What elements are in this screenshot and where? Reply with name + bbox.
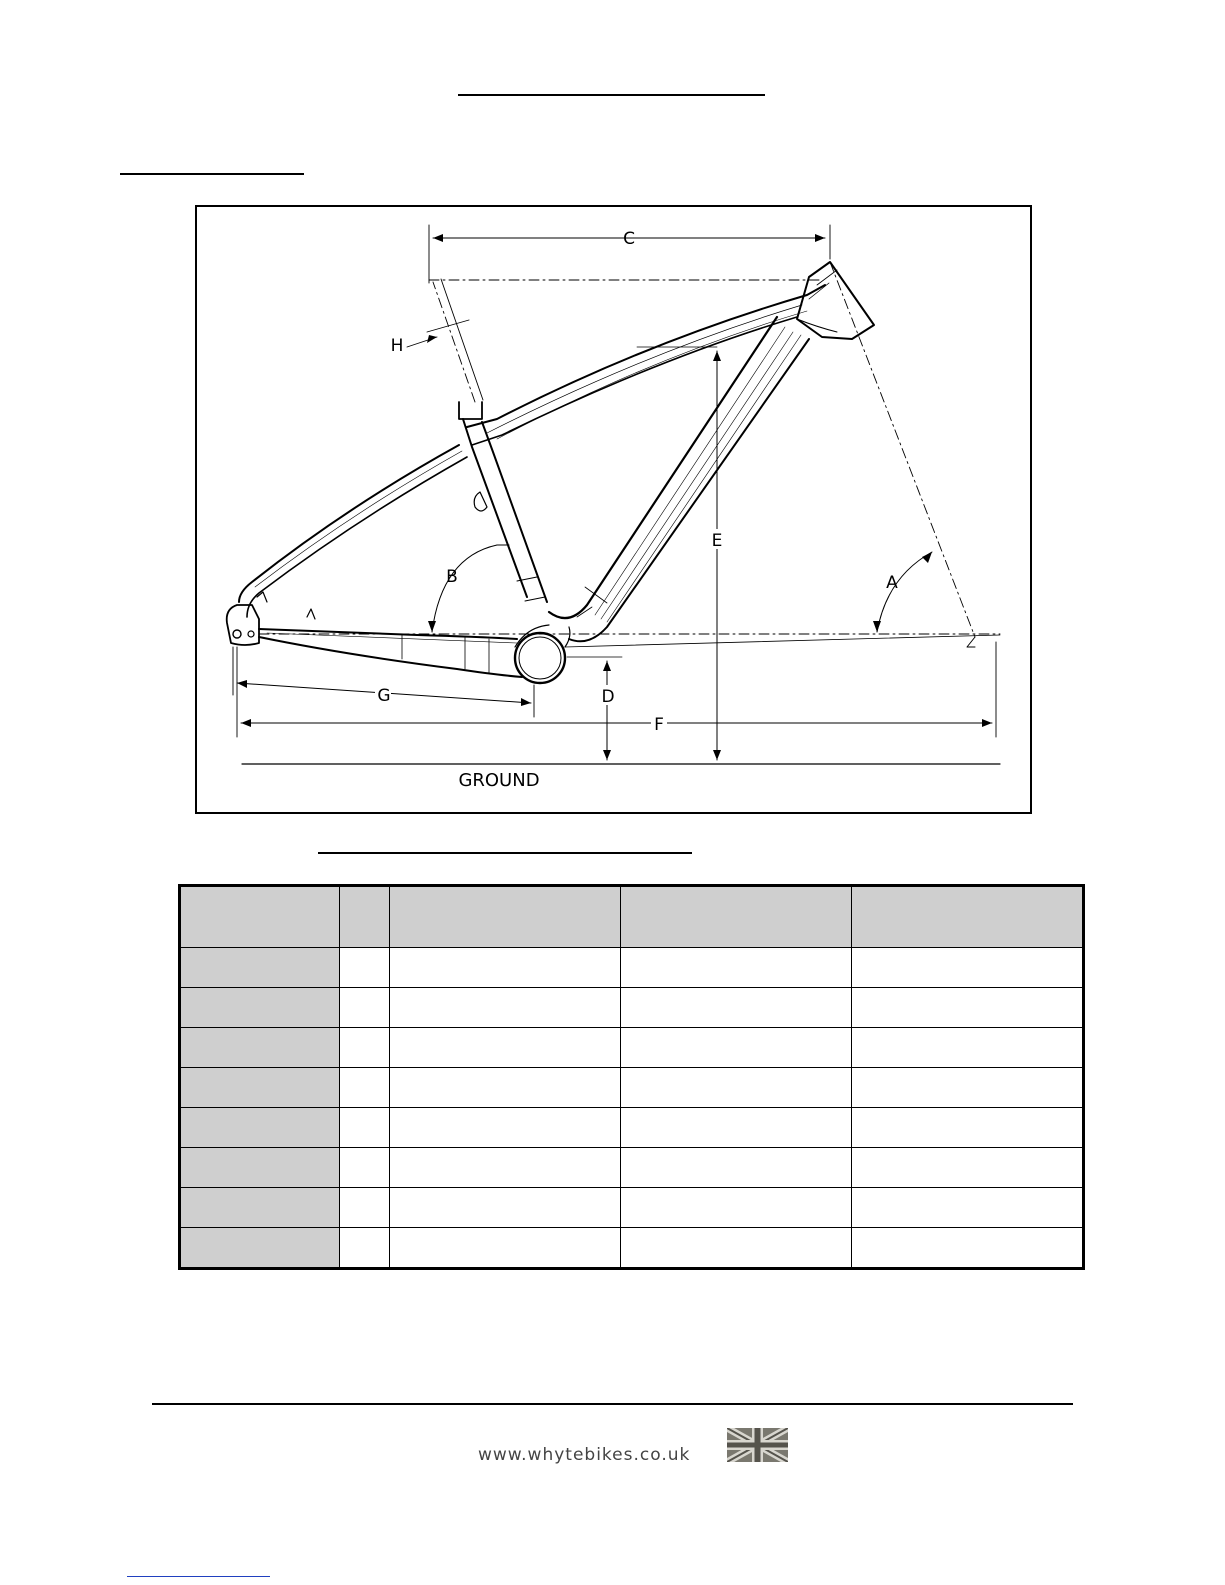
down-tube xyxy=(549,317,777,618)
section-heading-underline xyxy=(120,173,304,175)
frame-geometry-diagram xyxy=(195,205,1032,814)
table-row xyxy=(180,1228,1084,1269)
row-label-cell xyxy=(180,1108,340,1148)
table-cell xyxy=(340,1188,390,1228)
table-cell xyxy=(621,1228,852,1269)
table-cell xyxy=(390,1228,621,1269)
footer-divider xyxy=(152,1403,1073,1405)
table-cell xyxy=(852,948,1084,988)
seat-tube-axis xyxy=(433,282,475,402)
row-label-cell xyxy=(180,1148,340,1188)
top-tube xyxy=(467,285,825,427)
table-row xyxy=(180,1148,1084,1188)
table-row xyxy=(180,1108,1084,1148)
header-cell xyxy=(340,886,390,948)
table-cell xyxy=(621,1068,852,1108)
table-cell xyxy=(852,1228,1084,1269)
bottom-bracket xyxy=(515,633,565,683)
row-label-cell xyxy=(180,1228,340,1269)
page-title-underline xyxy=(458,94,765,96)
table-row xyxy=(180,948,1084,988)
table-cell xyxy=(621,948,852,988)
table-cell xyxy=(390,988,621,1028)
table-row xyxy=(180,1028,1084,1068)
table-cell xyxy=(852,1148,1084,1188)
table-cell xyxy=(340,1028,390,1068)
header-cell xyxy=(390,886,621,948)
footer-website[interactable]: www.whytebikes.co.uk xyxy=(478,1445,691,1465)
row-label-cell xyxy=(180,948,340,988)
head-tube xyxy=(797,262,874,339)
seat-stay xyxy=(239,445,459,602)
bottom-link-underline[interactable] xyxy=(127,1576,270,1577)
table-cell xyxy=(621,1108,852,1148)
row-label-cell xyxy=(180,1028,340,1068)
row-label-cell xyxy=(180,988,340,1028)
table-cell xyxy=(390,1188,621,1228)
table-cell xyxy=(340,1068,390,1108)
table-row xyxy=(180,988,1084,1028)
table-cell xyxy=(390,948,621,988)
dimension-d-label: D xyxy=(601,687,615,707)
table-cell xyxy=(340,1228,390,1269)
table-cell xyxy=(340,1148,390,1188)
table-cell xyxy=(621,988,852,1028)
seat-tube xyxy=(459,402,482,419)
dimension-c-label: C xyxy=(623,229,635,249)
table-cell xyxy=(852,1188,1084,1228)
table-cell xyxy=(390,1068,621,1108)
steering-axis xyxy=(830,262,975,637)
table-header-row xyxy=(180,886,1084,948)
row-label-cell xyxy=(180,1068,340,1108)
table-cell xyxy=(852,988,1084,1028)
dimension-h-label: H xyxy=(390,336,404,356)
union-jack-flag-icon xyxy=(727,1428,788,1462)
table-cell xyxy=(852,1108,1084,1148)
header-cell xyxy=(621,886,852,948)
table-cell xyxy=(390,1108,621,1148)
frame-drawing xyxy=(197,207,1030,812)
header-cell xyxy=(852,886,1084,948)
table-cell xyxy=(340,988,390,1028)
table-cell xyxy=(390,1148,621,1188)
table-cell xyxy=(340,948,390,988)
table-cell xyxy=(621,1188,852,1228)
row-label-cell xyxy=(180,1188,340,1228)
table-cell xyxy=(852,1028,1084,1068)
table-cell xyxy=(621,1148,852,1188)
angle-b-label: B xyxy=(446,567,458,587)
table-cell xyxy=(852,1068,1084,1108)
geometry-table xyxy=(178,884,1085,1270)
table-cell xyxy=(621,1028,852,1068)
table-cell xyxy=(390,1028,621,1068)
dimension-g-label: G xyxy=(377,686,391,706)
header-cell xyxy=(180,886,340,948)
table-cell xyxy=(340,1108,390,1148)
table-caption-underline xyxy=(318,852,692,854)
rear-dropout xyxy=(227,605,259,645)
angle-b-arc xyxy=(432,545,497,632)
angle-a-label: A xyxy=(886,573,898,593)
ground-label: GROUND xyxy=(458,770,540,791)
dimension-e-label: E xyxy=(711,531,723,551)
table-row xyxy=(180,1068,1084,1108)
table-row xyxy=(180,1188,1084,1228)
dimension-f-label: F xyxy=(654,715,664,735)
